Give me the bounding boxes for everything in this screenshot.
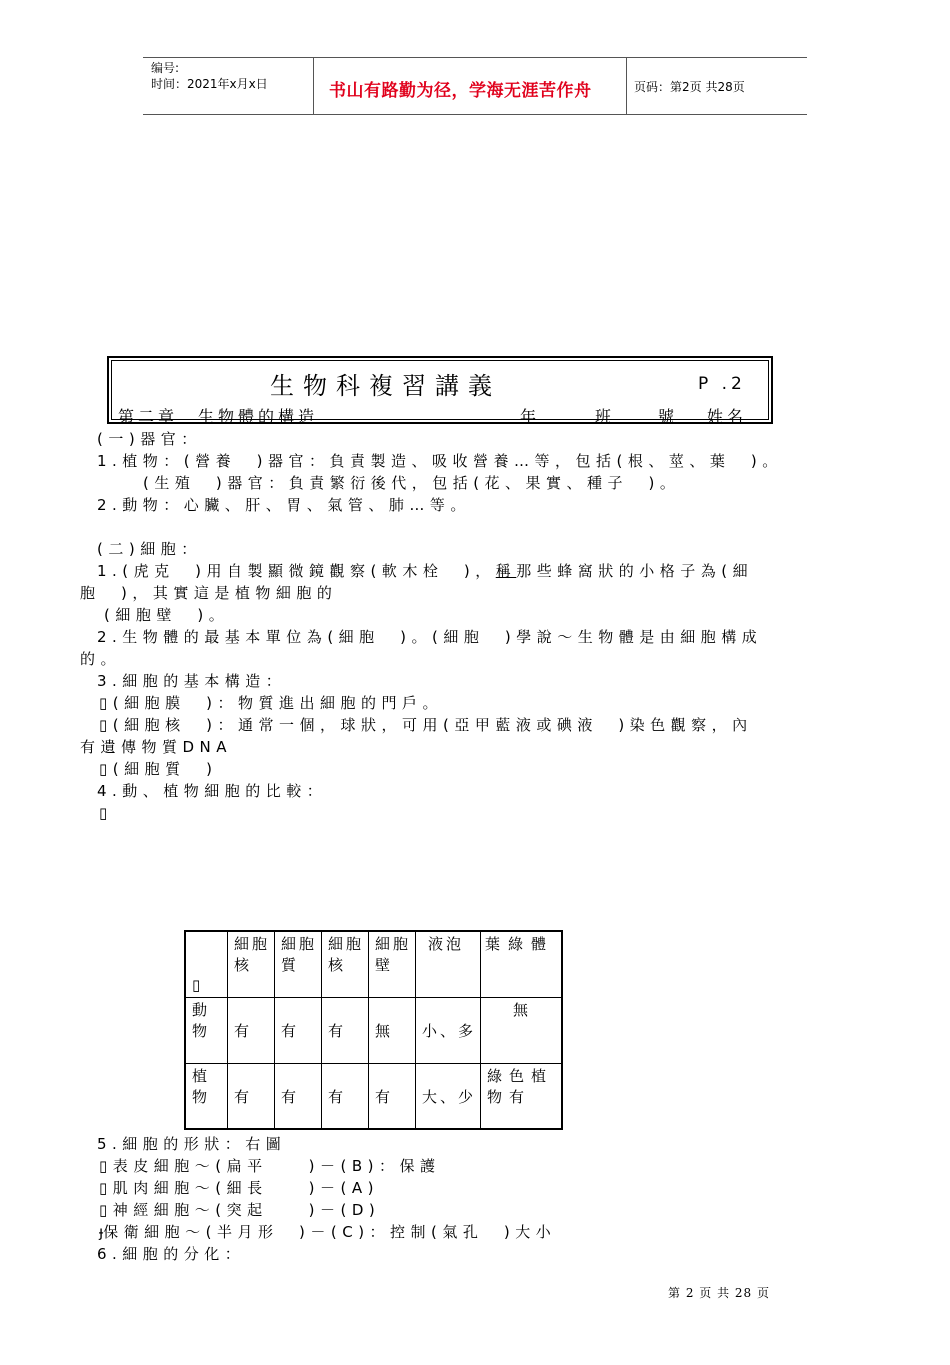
chapter-title: 第二章 生物體的構造 xyxy=(118,407,319,426)
cell-differentiation-heading: 6.細胞的分化： xyxy=(97,1245,246,1263)
page-footer: 第 2 页 共 28 页 xyxy=(668,1286,770,1300)
year-label: 年 xyxy=(520,407,537,426)
page-title: 生物科複習講義 xyxy=(270,372,501,400)
table-row-label: 動物 xyxy=(185,997,228,1063)
cell-membrane-line: ▯(細胞膜 )：物質進出細胞的門戶。 xyxy=(99,694,443,712)
organs-plant-line: 1.植物：(營養 )器官：負責製造、吸收營養…等，包括(根、莖、葉 )。 xyxy=(97,452,783,470)
cell-structure-heading: 3.細胞的基本構造： xyxy=(97,672,287,690)
hooke-line-3: (細胞壁 )。 xyxy=(104,606,230,624)
table-header-cell: 細胞質 xyxy=(275,931,322,997)
table-header-cell: 細胞壁 xyxy=(369,931,416,997)
bullet-mark-icon: ɟ xyxy=(99,1223,104,1241)
table-row xyxy=(185,997,562,1063)
bullet-box-icon: ▯ xyxy=(99,1201,113,1219)
table-header-cell: 細胞核 xyxy=(228,931,275,997)
name-label: 姓名 xyxy=(707,407,748,426)
page-code: P .2 xyxy=(698,374,746,394)
table-row xyxy=(185,1063,562,1129)
bullet-box-icon: ▯ xyxy=(99,760,113,778)
table-cell: 小、多 xyxy=(416,997,481,1063)
nucleus-line: ▯(細胞核 )：通常一個，球狀，可用(亞甲藍液或碘液 )染色觀察，內 xyxy=(99,716,753,734)
table-cell: 無 xyxy=(481,997,563,1063)
table-cell: 有 xyxy=(275,997,322,1063)
table-cell: 有 xyxy=(322,997,369,1063)
cytoplasm-line: ▯(細胞質 ) xyxy=(99,760,218,778)
number-label: 號 xyxy=(658,407,675,426)
bullet-box-icon: ▯ xyxy=(99,1157,113,1175)
organs-animal-line: 2.動物：心臟、肝、胃、氣管、肺…等。 xyxy=(97,496,471,514)
cell-theory-line-2: 的。 xyxy=(80,650,122,668)
table-header-cell: 液泡 xyxy=(416,931,481,997)
bullet-box-icon: ▯ xyxy=(99,694,113,712)
cell-shape-heading: 5.細胞的形狀：右圖 xyxy=(97,1135,287,1153)
muscle-cell-line: ▯肌肉細胞～(細長 )－(A) xyxy=(99,1179,379,1197)
table-cell: 有 xyxy=(228,997,275,1063)
table-corner-cell xyxy=(185,931,228,997)
table-cell: 大、少 xyxy=(416,1063,481,1129)
cell-comparison-table xyxy=(184,930,563,1130)
table-row-label: 植物 xyxy=(185,1063,228,1129)
table-cell: 無 xyxy=(369,997,416,1063)
serial-label: 编号: xyxy=(151,61,180,75)
table-cell: 有 xyxy=(228,1063,275,1129)
bullet-box-icon: ▯ xyxy=(192,975,204,994)
table-header-cell: 葉綠體 xyxy=(481,931,563,997)
hooke-line: 1.(虎克 )用自製顯微鏡觀察(軟木栓 )，稱那些蜂窩狀的小格子為(細 xyxy=(97,562,754,580)
time-label: 时间：2021年x月x日 xyxy=(151,77,268,91)
table-cell: 綠色植物有 xyxy=(481,1063,563,1129)
section-cells-heading: (二)細胞： xyxy=(97,540,202,558)
nucleus-line-2: 有遺傳物質DNA xyxy=(80,738,233,756)
table-cell: 有 xyxy=(322,1063,369,1129)
bullet-box-icon: ▯ xyxy=(99,1179,113,1197)
header-motto: 书山有路勤为径，学海无涯苦作舟 xyxy=(329,81,592,101)
section-organs-heading: (一)器官： xyxy=(97,430,202,448)
table-header-cell: 細胞核 xyxy=(322,931,369,997)
comparison-heading: 4.動、植物細胞的比較： xyxy=(97,782,328,800)
nerve-cell-line: ▯神經細胞～(突起 )－(D) xyxy=(99,1201,381,1219)
bullet-box-icon: ▯ xyxy=(99,804,113,822)
table-cell: 有 xyxy=(275,1063,322,1129)
cell-theory-line: 2.生物體的最基本單位為(細胞 )。(細胞 )學說～生物體是由細胞構成 xyxy=(97,628,763,646)
guard-cell-line: ɟ保衛細胞～(半月形 )－(C)：控制(氣孔 )大小 xyxy=(99,1223,557,1241)
table-cell: 有 xyxy=(369,1063,416,1129)
epidermal-cell-line: ▯表皮細胞～(扁平 )－(B)：保護 xyxy=(99,1157,441,1175)
organs-reproductive-line: (生殖 )器官：負責繁衍後代，包括(花、果實、種子 )。 xyxy=(143,474,681,492)
table-header-row xyxy=(185,931,562,997)
page-label: 页码：第2页 共28页 xyxy=(634,80,745,94)
hooke-line-2: 胞 )，其實這是植物細胞的 xyxy=(80,584,338,602)
bullet-box-icon: ▯ xyxy=(99,716,113,734)
class-label: 班 xyxy=(595,407,612,426)
